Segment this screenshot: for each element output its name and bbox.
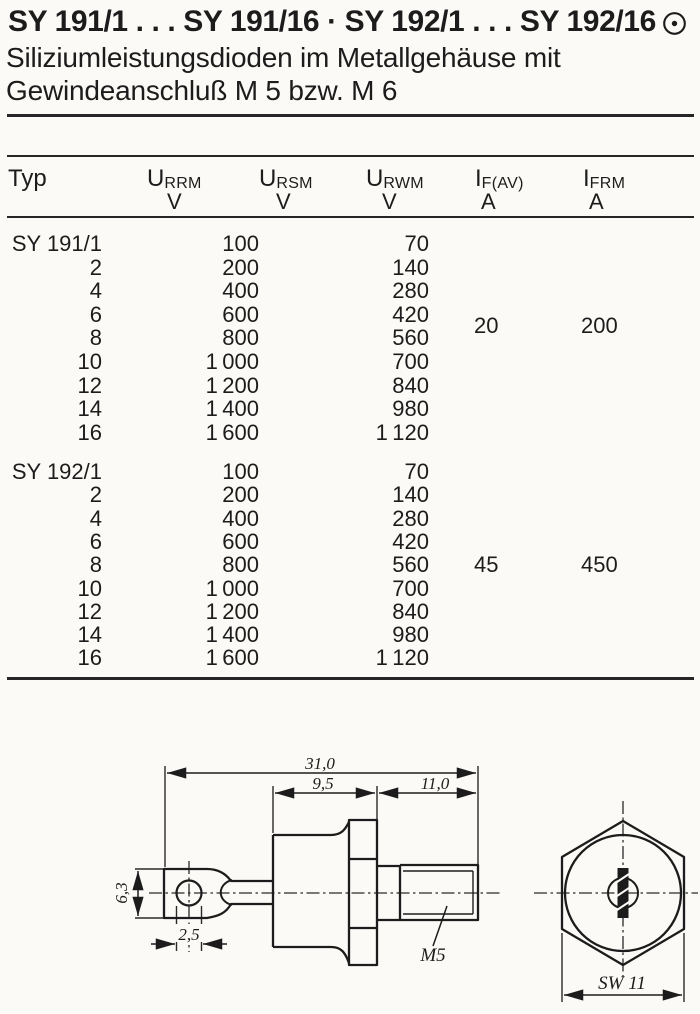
cell-typ: 2 [89,482,102,508]
cell-urwm: 420 [392,301,429,327]
column-header-ifrm: IFRM [583,165,626,192]
table-row [0,254,700,280]
cell-typ: 12 [77,372,102,398]
unit-ursm: V [276,189,291,214]
rating-ifav-sy192: 45 [474,552,499,577]
cell-typ: 14 [77,396,102,422]
cell-urrm: 1 600 [205,419,259,445]
cell-urrm: 1 400 [205,396,259,422]
cell-urwm: 700 [392,349,429,374]
m5-leader-line [433,906,447,946]
cell-urrm: 800 [222,552,259,578]
cell-urrm: 100 [222,459,259,484]
cell-urrm: 600 [222,301,259,327]
table-row [0,624,700,647]
cell-urrm: 400 [222,505,259,531]
column-header-urwm: URWM [366,165,424,192]
cell-urwm: 560 [392,552,429,578]
cell-urrm: 1 200 [205,372,259,398]
dim-stud-label: 11,0 [420,774,450,793]
cell-urwm: 280 [392,278,429,304]
table-row [0,461,700,484]
cell-urwm: 140 [392,254,429,280]
cell-urwm: 140 [392,482,429,508]
cell-typ: 4 [89,505,102,531]
table-row [0,575,700,601]
cell-typ: 4 [89,278,102,304]
table-row [0,528,700,554]
cell-urwm: 70 [404,459,429,484]
table-row [0,647,700,670]
cell-typ: 16 [77,645,102,671]
cell-typ: 12 [77,598,102,624]
cell-urwm: 1 120 [375,645,429,671]
cell-typ: 14 [77,622,102,648]
subtitle-line-1: Siliziumleistungsdioden im Metallgehäuse mit [6,42,561,73]
column-header-ifav: IF(AV) [475,165,524,192]
dim-overall-label: 31,0 [305,754,335,773]
unit-ifrm: A [589,189,604,214]
cell-urrm: 100 [222,231,259,256]
cell-urrm: 600 [222,528,259,554]
cell-typ: 8 [89,325,102,351]
table-row [0,398,700,421]
subtitle-line-2: Gewindeanschluß M 5 bzw. M 6 [6,75,398,106]
column-header-urrm: URRM [147,165,202,192]
table-row [0,484,700,507]
table-row [0,233,700,256]
dimension-lines [138,773,682,995]
cell-typ: 8 [89,552,102,578]
cell-urwm: 280 [392,505,429,531]
column-header-ursm: URSM [259,165,313,192]
cell-urrm: 200 [222,254,259,280]
cell-urrm: 400 [222,278,259,304]
cell-typ: SY 191/1 [11,231,102,256]
table-row [0,280,700,303]
dim-hole-label: 2,5 [178,925,200,944]
unit-ifav: A [481,189,496,214]
dim-body-label: 9,5 [312,774,334,793]
table-row [0,372,700,398]
unit-urwm: V [382,189,397,214]
table-row [0,505,700,531]
cell-urwm: 980 [392,622,429,648]
rating-ifrm-sy192: 450 [581,552,618,577]
cell-typ: 16 [77,419,102,445]
column-header-typ: Typ [8,165,47,192]
body-top [273,822,349,835]
cell-urwm: 840 [392,372,429,398]
cell-urwm: 420 [392,528,429,554]
screwdriver-slot [617,868,629,918]
cell-typ: 2 [89,254,102,280]
table-row [0,419,700,445]
technical-drawing [0,735,700,1014]
thread-label: M5 [420,945,446,966]
cell-urrm: 1 600 [205,645,259,671]
unit-urrm: V [167,189,182,214]
cell-urrm: 1 400 [205,622,259,648]
cell-urwm: 70 [404,231,429,256]
cell-typ: 6 [89,528,102,554]
extension-lines [135,766,684,1002]
cell-urrm: 200 [222,482,259,508]
body-bottom [273,947,349,963]
page-title: SY 191/1 . . . SY 191/16 · SY 192/1 . . . SY 192/16 [8,5,656,38]
cell-typ: 6 [89,301,102,327]
cell-urrm: 1 000 [205,349,259,374]
cell-urwm: 840 [392,598,429,624]
table-row [0,351,700,374]
rating-ifrm-sy191: 200 [581,313,618,338]
cell-urwm: 980 [392,396,429,422]
table-row [0,598,700,624]
cell-typ: 10 [77,575,102,601]
cell-typ: 10 [77,349,102,374]
cell-urwm: 560 [392,325,429,351]
rating-ifav-sy191: 20 [474,313,499,338]
cell-typ: SY 192/1 [11,459,102,484]
cell-urrm: 800 [222,325,259,351]
dim-tab-height-label: 6,3 [112,882,131,904]
cell-urwm: 1 120 [375,419,429,445]
cell-urrm: 1 200 [205,598,259,624]
dim-across-flats-label: SW 11 [598,973,646,994]
cell-urwm: 700 [392,575,429,601]
cell-urrm: 1 000 [205,575,259,601]
